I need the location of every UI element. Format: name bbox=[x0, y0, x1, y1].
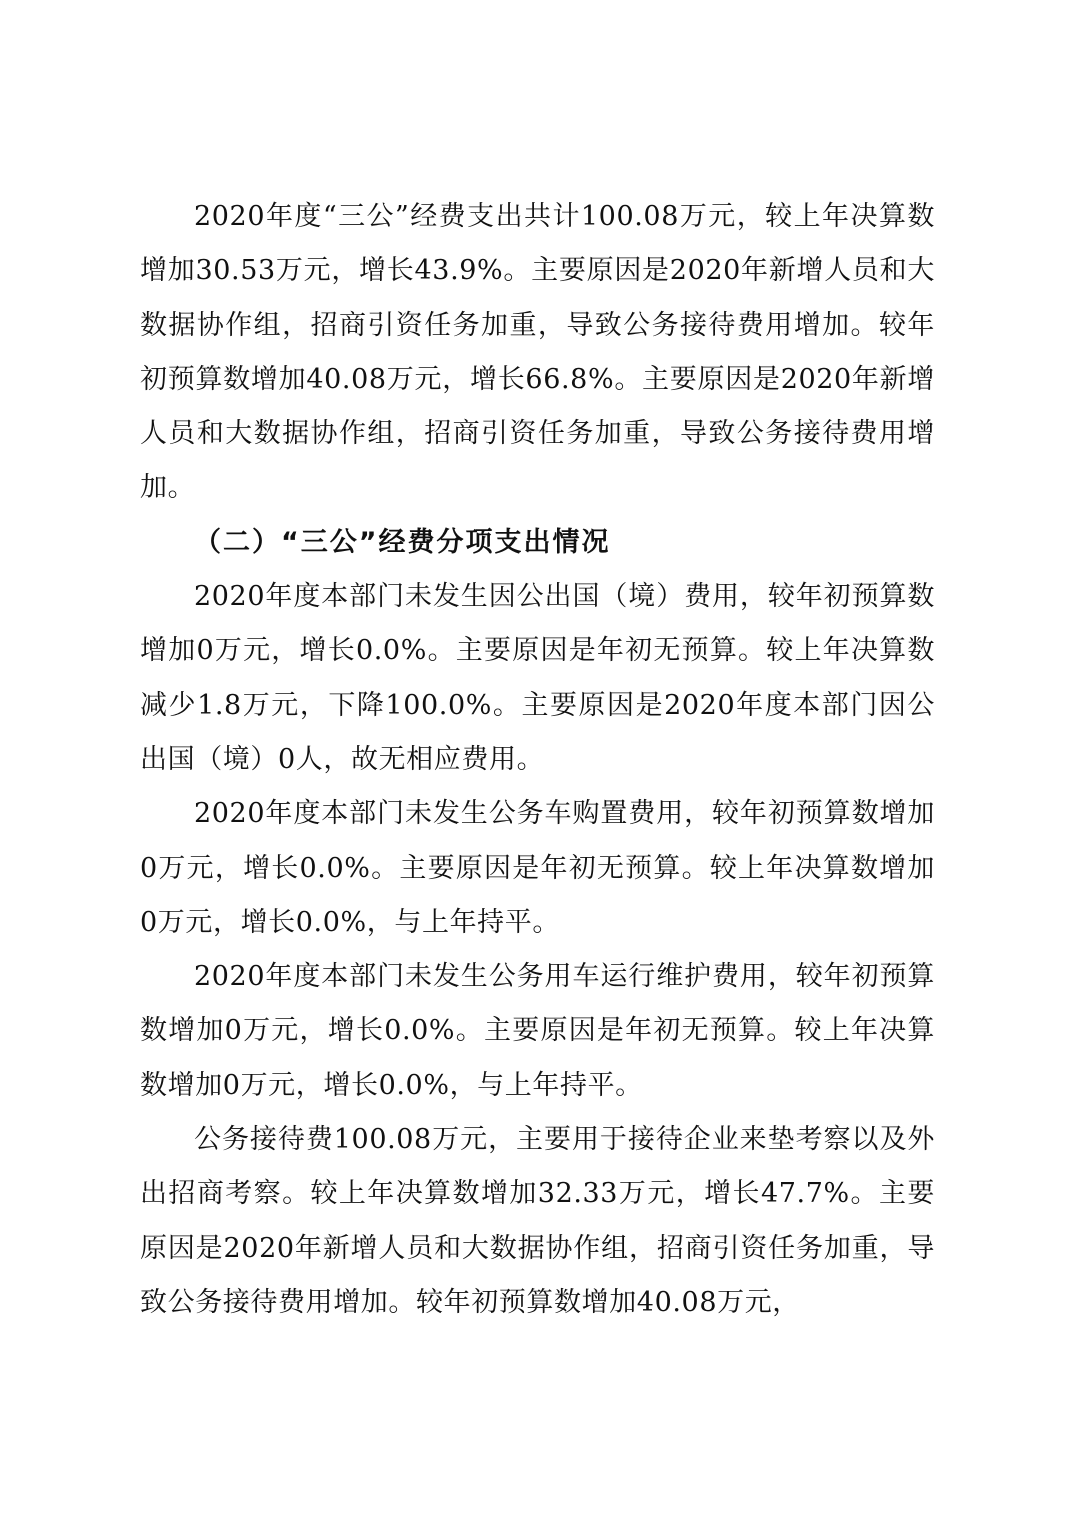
paragraph-vehicle-operation: 2020年度本部门未发生公务用车运行维护费用，较年初预算数增加0万元，增长0.0%。主要原因是年初无预算。较上年决算数增加0万元，增长0.0%，与上年持平。 bbox=[140, 961, 935, 1101]
document-body bbox=[140, 190, 935, 1330]
paragraph-vehicle-purchase: 2020年度本部门未发生公务车购置费用，较年初预算数增加0万元，增长0.0%。主要原因是年初无预算。较上年决算数增加0万元，增长0.0%，与上年持平。 bbox=[140, 798, 935, 938]
paragraph-summary: 2020年度“三公”经费支出共计100.08万元，较上年决算数增加30.53万元，增长43.9%。主要原因是2020年新增人员和大数据协作组，招商引资任务加重，导致公务接待费用增加。较年初预算数增加40.08万元，增长66.8%。主要原因是2020年新增人员和大数据协作组，招商引资任务加重，导致公务接待费用增加。 bbox=[140, 201, 935, 504]
section-heading: （二）“三公”经费分项支出情况 bbox=[194, 526, 611, 558]
paragraph-reception: 公务接待费100.08万元，主要用于接待企业来垫考察以及外出招商考察。较上年决算数增加32.33万元，增长47.7%。主要原因是2020年新增人员和大数据协作组，招商引资任务加重，导致公务接待费用增加。较年初预算数增加40.08万元， bbox=[140, 1124, 935, 1318]
paragraph-overseas: 2020年度本部门未发生因公出国（境）费用，较年初预算数增加0万元，增长0.0%。主要原因是年初无预算。较上年决算数减少1.8万元，下降100.0%。主要原因是2020年度本部门因公出国（境）0人，故无相应费用。 bbox=[140, 581, 935, 775]
